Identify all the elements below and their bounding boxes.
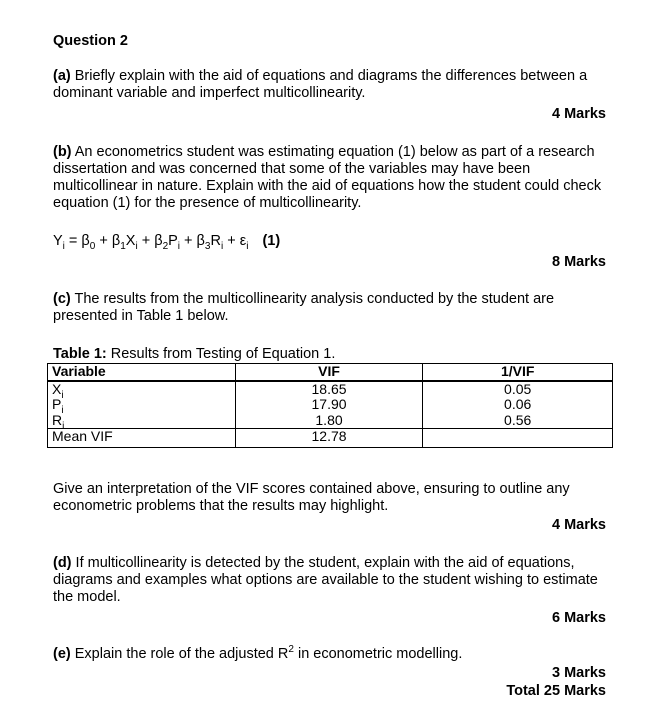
variable-cell: $P_i$ [48, 397, 236, 413]
vif-cell: 17.90 [235, 397, 423, 413]
part-a-text: Briefly explain with the aid of equations and diagrams the differences between a dominant variable and imperfect multicollinearity. [53, 68, 588, 101]
question-title: Question 2 [53, 33, 128, 49]
part-e [53, 646, 613, 663]
part-c-label: (c) [53, 291, 71, 307]
part-d-label: (d) [53, 555, 72, 571]
header-inverse-vif: 1/VIF [423, 364, 613, 381]
variable-cell: $R_i$ [48, 413, 236, 429]
vif-cell: 1.80 [235, 413, 423, 429]
part-c-text: The results from the multicollinearity analysis conducted by the student are presented in Table 1 below. [53, 291, 555, 324]
part-e-text: Explain the role of the adjusted $R^2$ in econometric modelling. [74, 644, 463, 662]
table-row [48, 381, 613, 398]
vif-cell: 18.65 [235, 381, 423, 398]
mean-vif-row [48, 429, 613, 448]
part-b [53, 144, 613, 212]
part-b-text: An econometrics student was estimating equation (1) below as part of a research dissertation and was concerned that some of the variables may have been multicollinear in nature. Explain with the aid of equations how the student could check equation (1) for the presence of multicollinearity. [53, 144, 602, 211]
variable-cell: $X_i$ [48, 381, 236, 398]
header-vif: VIF [235, 364, 423, 381]
inverse-vif-cell: 0.06 [423, 397, 613, 413]
equation-1: $Y_i = \beta_0 + \beta_1X_i + \beta_2P_i + \beta_3R_i + \varepsilon_i$ (1) [53, 233, 281, 252]
variable-cell: Mean VIF [48, 429, 236, 448]
equation-number: (1) [262, 233, 281, 249]
table-caption-label: Table 1: [53, 346, 107, 362]
part-a [53, 68, 613, 102]
part-b-marks: 8 Marks [551, 254, 606, 270]
part-c-followup: Give an interpretation of the VIF scores contained above, ensuring to outline any econometric problems that the results may highlight. [53, 481, 570, 514]
part-d-marks: 6 Marks [551, 610, 606, 626]
inverse-vif-cell [423, 429, 613, 448]
table-caption-text: Results from Testing of Equation 1. [110, 346, 336, 362]
table-row [48, 397, 613, 413]
part-c [53, 291, 613, 325]
vif-cell: 12.78 [235, 429, 423, 448]
part-b-label: (b) [53, 144, 72, 160]
total-marks: Total 25 Marks [506, 683, 606, 699]
inverse-vif-cell: 0.05 [423, 381, 613, 398]
part-c-marks: 4 Marks [551, 517, 606, 533]
table-row [48, 413, 613, 429]
part-a-marks: 4 Marks [551, 106, 606, 122]
part-d [53, 555, 613, 606]
table-header-row [48, 364, 613, 381]
table-caption [53, 346, 335, 362]
part-d-text: If multicollinearity is detected by the student, explain with the aid of equations, diagrams and examples what options are available to the student wishing to estimate the model. [53, 555, 598, 605]
part-e-label: (e) [53, 646, 71, 662]
part-e-marks: 3 Marks [551, 665, 606, 681]
part-a-label: (a) [53, 68, 71, 84]
vif-table [47, 363, 613, 448]
inverse-vif-cell: 0.56 [423, 413, 613, 429]
header-variable: Variable [48, 364, 236, 381]
